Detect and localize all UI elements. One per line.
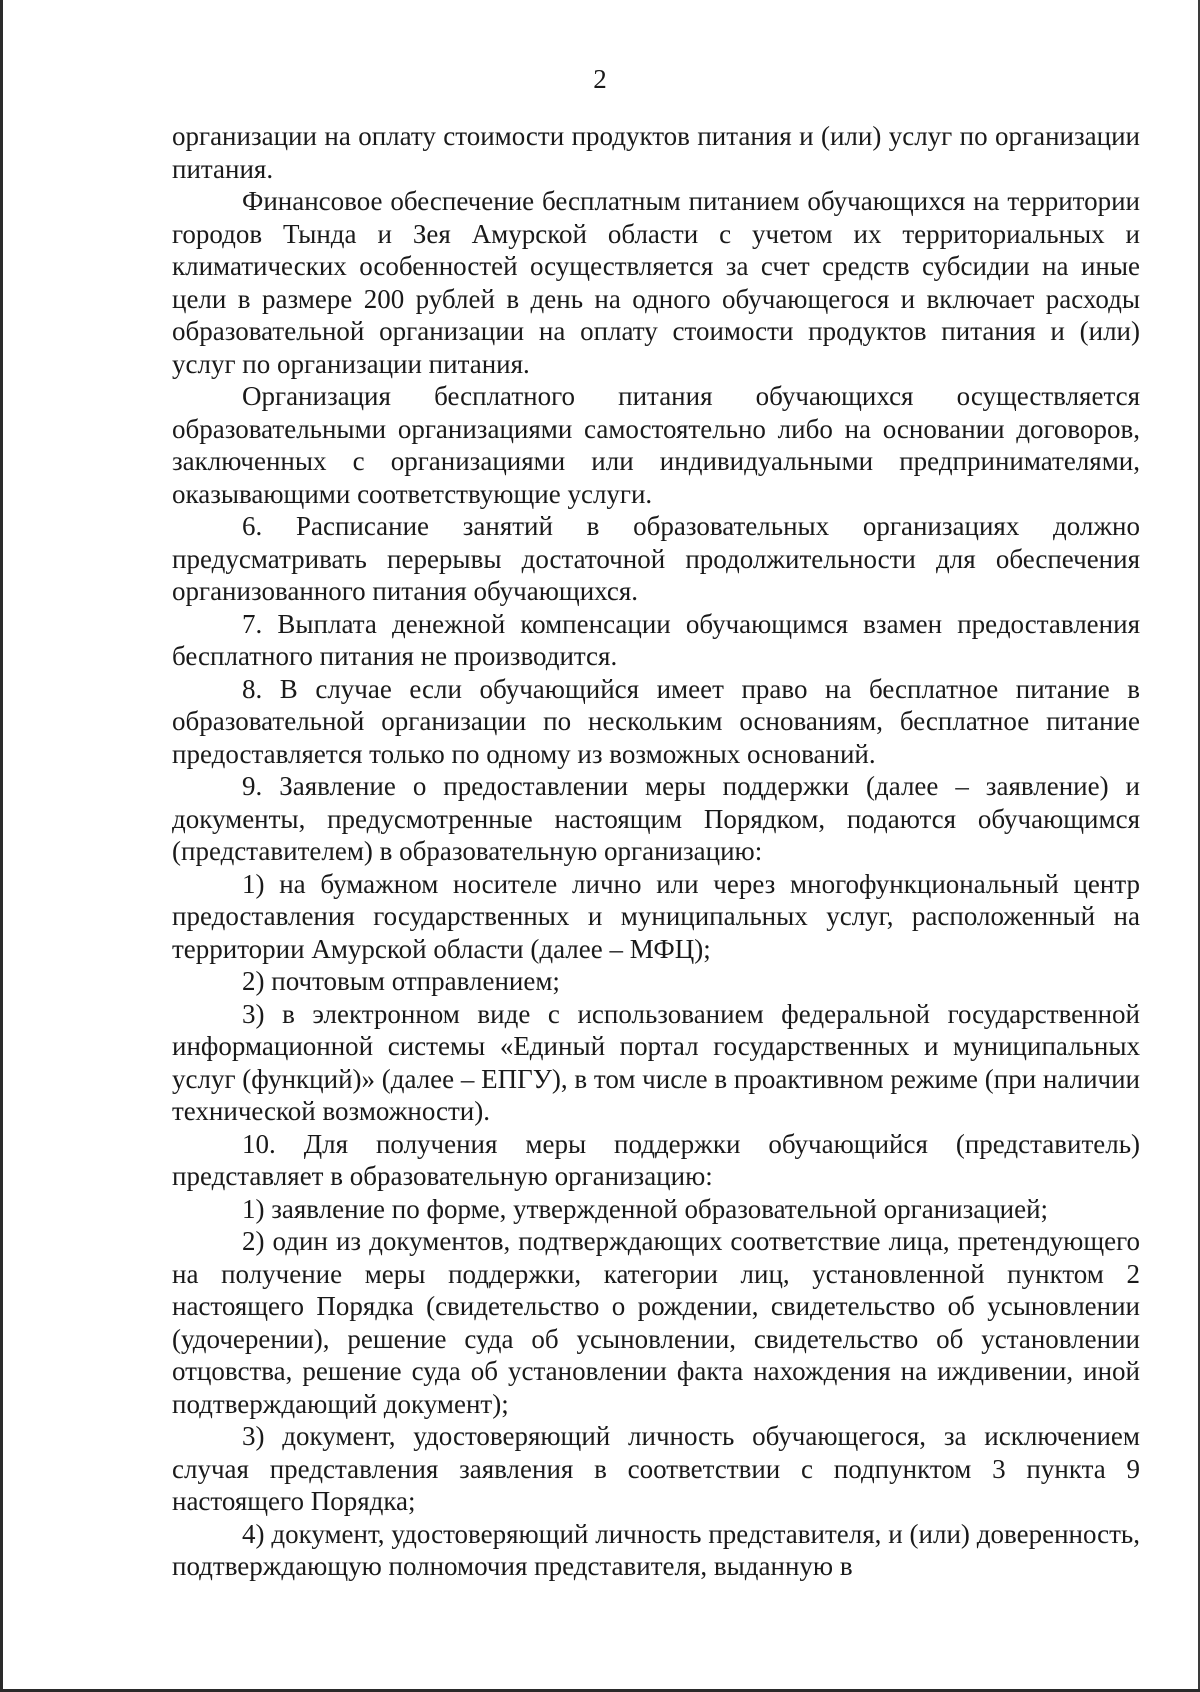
- paragraph-item-10-sub-4: 4) документ, удостоверяющий личность представителя, и (или) доверенность, подтверждающую полномочия представителя, выданную в: [172, 1518, 1140, 1581]
- paragraph-item-8: 8. В случае если обучающийся имеет право на бесплатное питание в образовательной организации по нескольким основаниям, бесплатное питание предоставляется только по одному из возможных оснований.: [172, 673, 1140, 769]
- paragraph-item-9-sub-1: 1) на бумажном носителе лично или через многофункциональный центр предоставления государственных и муниципальных услуг, расположенный на территории Амурской области (далее – МФЦ);: [172, 868, 1140, 964]
- paragraph-item-10-sub-2: 2) один из документов, подтверждающих соответствие лица, претендующего на получение меры поддержки, категории лиц, установленной пунктом 2 настоящего Порядка (свидетельство о рождении, свидетельство об усыновлении (удочерении), решение суда об усыновлении, свидетельство об установлении отцовства, решение суда об установлении факта нахождения на иждивении, иной подтверждающий документ);: [172, 1226, 1140, 1419]
- paragraph-financing-tynda-zeya: Финансовое обеспечение бесплатным питанием обучающихся на территории городов Тында и Зея Амурской области с учетом их территориальных и климатических особенностей осуществляется за счет средств субсидии на иные цели в размере 200 рублей в день на одного обучающегося и включает расходы образовательной организации на оплату стоимости продуктов питания и (или) услуг по организации питания.: [172, 186, 1140, 379]
- paragraph-item-9-sub-2: 2) почтовым отправлением;: [242, 966, 560, 996]
- paragraph-continuation: организации на оплату стоимости продуктов питания и (или) услуг по организации питания.: [172, 121, 1140, 184]
- paragraph-item-6: 6. Расписание занятий в образовательных организациях должно предусматривать перерывы достаточной продолжительности для обеспечения организованного питания обучающихся.: [172, 511, 1140, 606]
- scan-border-left: [0, 0, 3, 1692]
- paragraph-item-9: 9. Заявление о предоставлении меры поддержки (далее – заявление) и документы, предусмотренные настоящим Порядком, подаются обучающимся (представителем) в образовательную организацию:: [172, 771, 1140, 866]
- paragraph-item-10-sub-1: 1) заявление по форме, утвержденной образовательной организацией;: [242, 1193, 1049, 1224]
- paragraph-item-9-sub-3: 3) в электронном виде с использованием федеральной государственной информационной системы «Единый портал государственных и муниципальных услуг (функций)» (далее – ЕПГУ), в том числе в проактивном режиме (при наличии технической возможности).: [172, 998, 1140, 1126]
- document-body: [172, 120, 1140, 1583]
- paragraph-organization-of-meals: Организация бесплатного питания обучающихся осуществляется образовательными организациями самостоятельно либо на основании договоров, заключенных с организациями или индивидуальными предпринимателями, оказывающими соответствующие услуги.: [172, 381, 1140, 509]
- paragraph-item-10-sub-3: 3) документ, удостоверяющий личность обучающегося, за исключением случая представления заявления в соответствии с подпунктом 3 пункта 9 настоящего Порядка;: [172, 1421, 1140, 1516]
- page-number: 2: [593, 64, 607, 94]
- paragraph-item-7: 7. Выплата денежной компенсации обучающимся взамен предоставления бесплатного питания не производится.: [172, 608, 1140, 671]
- paragraph-item-10: 10. Для получения меры поддержки обучающийся (представитель) представляет в образовательную организацию:: [172, 1128, 1140, 1191]
